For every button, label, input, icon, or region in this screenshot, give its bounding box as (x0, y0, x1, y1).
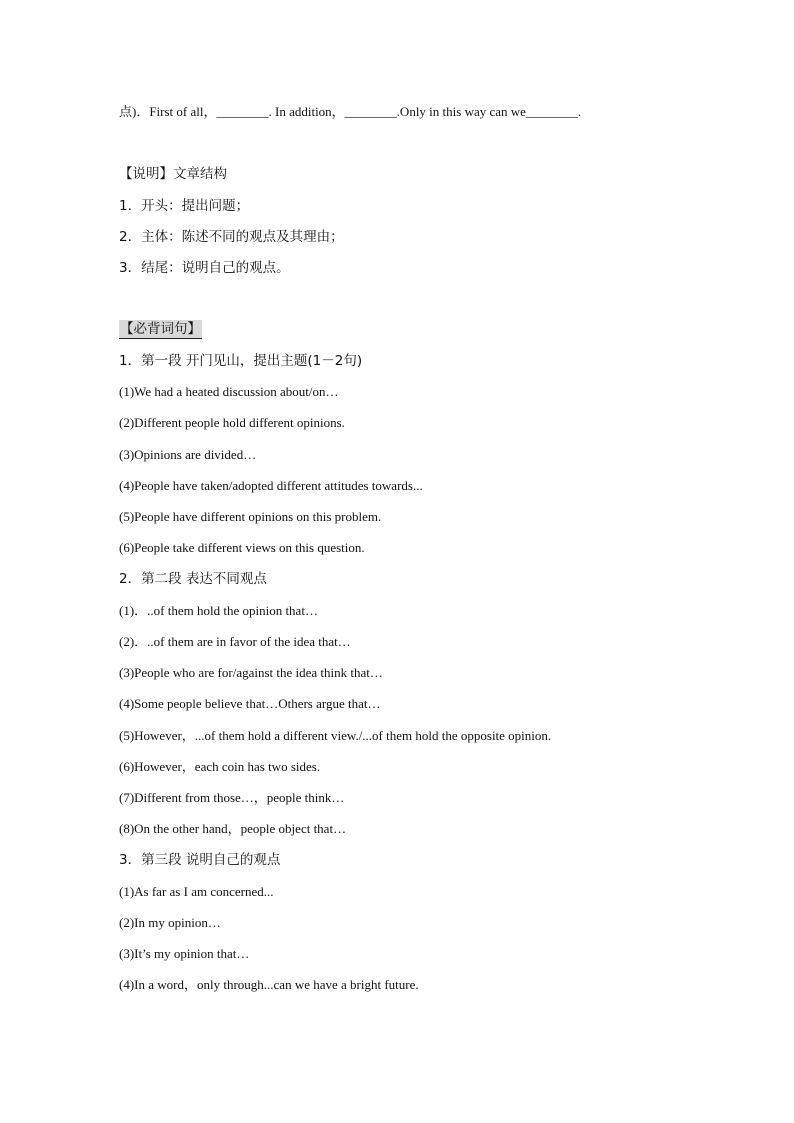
list-item: (6)People take different views on this question. (119, 540, 365, 555)
list-item: (6)However，each coin has two sides. (119, 759, 321, 774)
section-title: 1．第一段 开门见山，提出主题(1－2句) (119, 353, 363, 369)
must-memorize-heading-wrap (119, 320, 202, 339)
list-item: (3)Opinions are divided… (119, 447, 257, 462)
list-item: (4)People have taken/adopted different attitudes towards... (119, 478, 423, 493)
explain-item: 3．结尾：说明自己的观点。 (119, 260, 290, 276)
list-item: (3)People who are for/against the idea think that… (119, 665, 383, 680)
list-item: (1)We had a heated discussion about/on… (119, 384, 339, 399)
list-item: (2)In my opinion… (119, 915, 221, 930)
list-item: (1)．..of them hold the opinion that… (119, 603, 318, 618)
list-item: (8)On the other hand，people object that… (119, 821, 347, 836)
section-title: 3．第三段 说明自己的观点 (119, 852, 281, 868)
list-item: (2)Different people hold different opinions. (119, 415, 345, 430)
list-item: (3)It’s my opinion that… (119, 946, 250, 961)
list-item: (4)In a word，only through...can we have a bright future. (119, 977, 419, 992)
explain-item: 2．主体：陈述不同的观点及其理由； (119, 229, 344, 245)
list-item: (2)．..of them are in favor of the idea that… (119, 634, 351, 649)
explain-title: 【说明】文章结构 (119, 166, 227, 182)
list-item: (7)Different from those…，people think… (119, 790, 345, 805)
must-memorize-heading: 【必背词句】 (120, 321, 201, 337)
explain-item: 1．开头：提出问题； (119, 198, 250, 214)
intro-line: 点)．First of all，________. In addition，________.Only in this way can we________. (119, 104, 582, 119)
list-item: (1)As far as I am concerned... (119, 884, 274, 899)
section-title: 2．第二段 表达不同观点 (119, 571, 267, 587)
list-item: (4)Some people believe that…Others argue that… (119, 696, 381, 711)
list-item: (5)People have different opinions on this problem. (119, 509, 382, 524)
list-item: (5)However，...of them hold a different view./...of them hold the opposite opinion. (119, 728, 552, 743)
